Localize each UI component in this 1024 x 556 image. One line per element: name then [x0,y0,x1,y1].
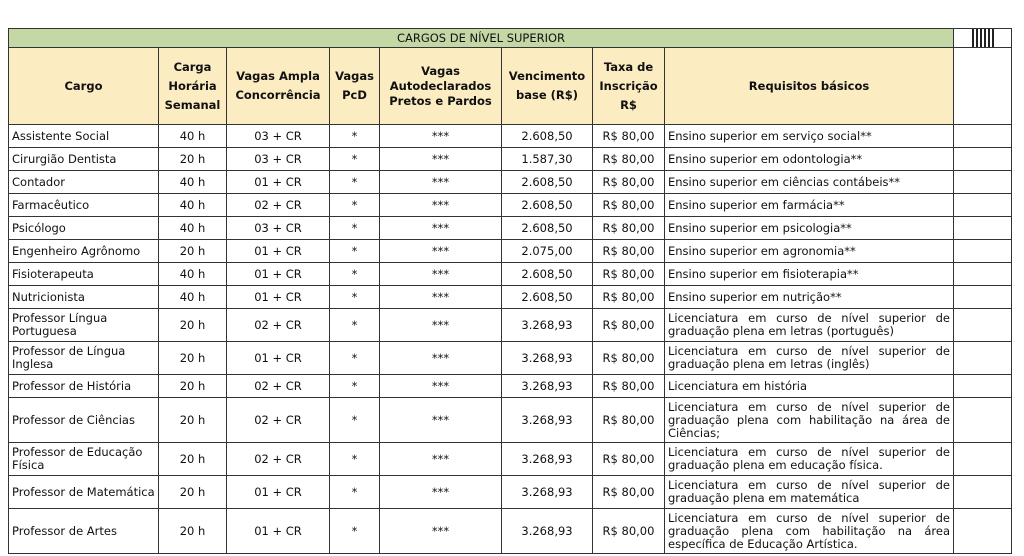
cell-requisitos: Licenciatura em história [665,375,954,398]
cell-carga: 20 h [159,342,227,375]
cell-cargo: Professor de Matemática [9,476,159,509]
cell-cargo: Professor Língua Portuguesa [9,309,159,342]
cell-pretos: *** [380,171,502,194]
cell-pretos: *** [380,398,502,443]
cell-vencimento: 2.075,00 [502,240,593,263]
stripes-decoration [954,29,1012,48]
cell-blank [954,125,1012,148]
cell-requisitos: Ensino superior em serviço social** [665,125,954,148]
cell-pretos: *** [380,309,502,342]
header-ampla: Vagas Ampla Concorrência [227,48,330,125]
cell-ampla: 01 + CR [227,342,330,375]
cell-ampla: 01 + CR [227,286,330,309]
cell-cargo: Engenheiro Agrônomo [9,240,159,263]
cell-pretos: *** [380,286,502,309]
cell-blank [954,509,1012,554]
cell-vencimento: 2.608,50 [502,286,593,309]
cell-ampla: 02 + CR [227,375,330,398]
cell-cargo: Nutricionista [9,286,159,309]
cell-vencimento: 2.608,50 [502,194,593,217]
cell-pcd: * [330,398,380,443]
header-pretos: Vagas Autodeclarados Pretos e Pardos [380,48,502,125]
cell-ampla: 01 + CR [227,171,330,194]
cell-ampla: 03 + CR [227,217,330,240]
cell-taxa: R$ 80,00 [593,171,665,194]
cell-cargo: Professor de Ciências [9,398,159,443]
table-row [9,309,1012,342]
cell-carga: 20 h [159,148,227,171]
cell-blank [954,398,1012,443]
table-row [9,509,1012,554]
cell-cargo: Contador [9,171,159,194]
cell-blank [954,375,1012,398]
cell-taxa: R$ 80,00 [593,309,665,342]
cell-requisitos: Licenciatura em curso de nível superior de graduação plena em letras (português) [665,309,954,342]
cell-blank [954,309,1012,342]
cell-taxa: R$ 80,00 [593,443,665,476]
cell-pretos: *** [380,342,502,375]
cell-pretos: *** [380,443,502,476]
cell-requisitos: Ensino superior em farmácia** [665,194,954,217]
cell-pretos: *** [380,375,502,398]
cell-requisitos: Ensino superior em nutrição** [665,286,954,309]
header-cargo: Cargo [9,48,159,125]
cell-pcd: * [330,375,380,398]
cell-carga: 20 h [159,240,227,263]
header-pcd: Vagas PcD [330,48,380,125]
table-row [9,342,1012,375]
cell-cargo: Cirurgião Dentista [9,148,159,171]
cell-pcd: * [330,148,380,171]
cell-requisitos: Licenciatura em curso de nível superior de graduação plena em letras (inglês) [665,342,954,375]
cell-cargo: Psicólogo [9,217,159,240]
cell-blank [954,194,1012,217]
table-row [9,263,1012,286]
cell-pretos: *** [380,509,502,554]
cell-carga: 20 h [159,509,227,554]
cell-ampla: 02 + CR [227,194,330,217]
cell-taxa: R$ 80,00 [593,342,665,375]
cell-cargo: Assistente Social [9,125,159,148]
cell-carga: 40 h [159,286,227,309]
cell-pcd: * [330,476,380,509]
header-blank [954,48,1012,125]
cell-cargo: Professor de História [9,375,159,398]
cell-ampla: 01 + CR [227,240,330,263]
cell-taxa: R$ 80,00 [593,286,665,309]
cell-pcd: * [330,240,380,263]
table-row [9,398,1012,443]
table-body [9,125,1012,554]
cell-taxa: R$ 80,00 [593,240,665,263]
cell-carga: 40 h [159,171,227,194]
cell-carga: 20 h [159,309,227,342]
cell-vencimento: 1.587,30 [502,148,593,171]
cell-taxa: R$ 80,00 [593,509,665,554]
cell-pretos: *** [380,217,502,240]
cell-cargo: Professor de Educação Física [9,443,159,476]
table-row [9,375,1012,398]
table-row [9,476,1012,509]
cell-carga: 20 h [159,443,227,476]
cell-carga: 40 h [159,217,227,240]
cell-taxa: R$ 80,00 [593,148,665,171]
cell-carga: 20 h [159,398,227,443]
cell-ampla: 02 + CR [227,309,330,342]
cell-blank [954,263,1012,286]
cell-pretos: *** [380,240,502,263]
cell-requisitos: Licenciatura em curso de nível superior de graduação plena em educação física. [665,443,954,476]
cell-vencimento: 3.268,93 [502,309,593,342]
cell-blank [954,443,1012,476]
cell-pretos: *** [380,476,502,509]
cell-vencimento: 2.608,50 [502,217,593,240]
cell-ampla: 01 + CR [227,476,330,509]
cell-carga: 20 h [159,476,227,509]
cell-carga: 40 h [159,263,227,286]
cell-requisitos: Licenciatura em curso de nível superior de graduação plena em matemática [665,476,954,509]
cargos-table [8,28,1012,554]
cell-vencimento: 3.268,93 [502,476,593,509]
cell-blank [954,476,1012,509]
cell-vencimento: 2.608,50 [502,125,593,148]
cell-taxa: R$ 80,00 [593,125,665,148]
header-carga: Carga Horária Semanal [159,48,227,125]
cell-pretos: *** [380,194,502,217]
cell-vencimento: 2.608,50 [502,171,593,194]
cell-pretos: *** [380,263,502,286]
cell-carga: 20 h [159,375,227,398]
cell-blank [954,171,1012,194]
cell-ampla: 02 + CR [227,443,330,476]
cell-cargo: Professor de Língua Inglesa [9,342,159,375]
cell-requisitos: Licenciatura em curso de nível superior de graduação plena com habilitação na área de Ciências; [665,398,954,443]
cell-requisitos: Ensino superior em psicologia** [665,217,954,240]
table-title: CARGOS DE NÍVEL SUPERIOR [9,29,954,48]
cell-blank [954,148,1012,171]
cell-requisitos: Ensino superior em odontologia** [665,148,954,171]
cell-taxa: R$ 80,00 [593,375,665,398]
table-row [9,125,1012,148]
cell-taxa: R$ 80,00 [593,217,665,240]
cell-pcd: * [330,342,380,375]
cell-pcd: * [330,171,380,194]
cell-vencimento: 3.268,93 [502,342,593,375]
cell-pcd: * [330,286,380,309]
cell-vencimento: 3.268,93 [502,509,593,554]
table-row [9,171,1012,194]
cell-pretos: *** [380,125,502,148]
cell-ampla: 03 + CR [227,148,330,171]
header-taxa: Taxa de Inscrição R$ [593,48,665,125]
cell-requisitos: Ensino superior em ciências contábeis** [665,171,954,194]
cell-requisitos: Ensino superior em fisioterapia** [665,263,954,286]
cell-requisitos: Ensino superior em agronomia** [665,240,954,263]
table-row [9,148,1012,171]
cell-taxa: R$ 80,00 [593,398,665,443]
cell-taxa: R$ 80,00 [593,263,665,286]
cell-ampla: 01 + CR [227,509,330,554]
cell-carga: 40 h [159,125,227,148]
cell-cargo: Professor de Artes [9,509,159,554]
cell-cargo: Fisioterapeuta [9,263,159,286]
cell-taxa: R$ 80,00 [593,194,665,217]
header-requisitos: Requisitos básicos [665,48,954,125]
table-row [9,240,1012,263]
cell-pcd: * [330,509,380,554]
cell-vencimento: 3.268,93 [502,443,593,476]
cell-vencimento: 3.268,93 [502,375,593,398]
cell-pcd: * [330,443,380,476]
table-row [9,217,1012,240]
cell-ampla: 01 + CR [227,263,330,286]
cell-pcd: * [330,194,380,217]
cell-blank [954,342,1012,375]
cell-pcd: * [330,263,380,286]
cell-pretos: *** [380,148,502,171]
cell-cargo: Farmacêutico [9,194,159,217]
table-row [9,443,1012,476]
table-row [9,194,1012,217]
cell-pcd: * [330,217,380,240]
cell-carga: 40 h [159,194,227,217]
cell-taxa: R$ 80,00 [593,476,665,509]
cell-blank [954,240,1012,263]
cell-blank [954,217,1012,240]
cell-requisitos: Licenciatura em curso de nível superior de graduação plena com habilitação na área específica de Educação Artística. [665,509,954,554]
header-vencimento: Vencimento base (R$) [502,48,593,125]
cell-ampla: 02 + CR [227,398,330,443]
cell-vencimento: 2.608,50 [502,263,593,286]
cell-vencimento: 3.268,93 [502,398,593,443]
cell-blank [954,286,1012,309]
cell-pcd: * [330,125,380,148]
table-row [9,286,1012,309]
cell-pcd: * [330,309,380,342]
cell-ampla: 03 + CR [227,125,330,148]
